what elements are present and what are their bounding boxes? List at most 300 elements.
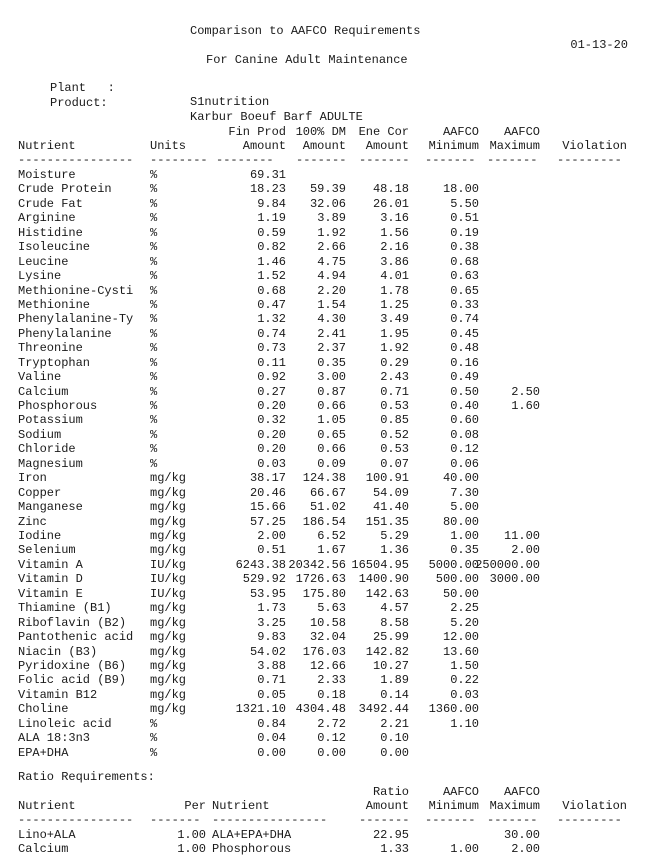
cell-ene-cor: 2.21 <box>380 717 409 731</box>
cell-aafco-min: 12.00 <box>442 630 479 644</box>
cell-nutrient: Magnesium <box>18 457 83 471</box>
cell-nutrient: Histidine <box>18 226 83 240</box>
cell-aafco-min: 80.00 <box>442 515 479 529</box>
cell-units: % <box>150 269 158 283</box>
cell-aafco-max: 3000.00 <box>489 572 540 586</box>
table-row <box>0 284 650 298</box>
cell-dm: 20342.56 <box>288 558 346 572</box>
ratio-header-aafco-max: AAFCO <box>503 785 540 799</box>
cell-aafco-min: 18.00 <box>442 182 479 196</box>
cell-units: mg/kg <box>150 645 187 659</box>
cell-dm: 0.09 <box>317 457 346 471</box>
ratio-header-rule: ------- <box>359 813 410 827</box>
cell-fin-prod: 0.92 <box>257 370 286 384</box>
cell-nutrient: Choline <box>18 702 69 716</box>
cell-fin-prod: 1.73 <box>257 601 286 615</box>
cell-dm: 0.87 <box>317 385 346 399</box>
cell-nutrient: Sodium <box>18 428 62 442</box>
cell-nutrient: Crude Fat <box>18 197 83 211</box>
cell-ene-cor: 3.16 <box>380 211 409 225</box>
cell-fin-prod: 0.20 <box>257 428 286 442</box>
ratio-header-per: Per <box>184 799 206 813</box>
table-row <box>0 312 650 326</box>
table-row <box>0 673 650 687</box>
table-row <box>0 688 650 702</box>
cell-dm: 0.65 <box>317 428 346 442</box>
header-aafco-min: AAFCO <box>442 125 479 139</box>
cell-units: mg/kg <box>150 659 187 673</box>
cell-fin-prod: 0.51 <box>257 543 286 557</box>
cell-ene-cor: 1.78 <box>380 284 409 298</box>
cell-ene-cor: 151.35 <box>365 515 409 529</box>
cell-dm: 0.66 <box>317 399 346 413</box>
cell-aafco-min: 2.25 <box>450 601 479 615</box>
header-aafco-min: Minimum <box>428 139 479 153</box>
ratio-title: Ratio Requirements: <box>18 770 155 784</box>
cell-units: mg/kg <box>150 630 187 644</box>
ratio-header-ratio-amount: Ratio <box>372 785 409 799</box>
cell-units: % <box>150 717 158 731</box>
cell-units: IU/kg <box>150 587 187 601</box>
cell-aafco-min: 0.16 <box>450 356 479 370</box>
cell-fin-prod: 15.66 <box>249 500 286 514</box>
cell-dm: 0.66 <box>317 442 346 456</box>
cell-aafco-min: 0.12 <box>450 442 479 456</box>
table-row <box>0 702 650 716</box>
nutrient-header-top <box>0 125 650 139</box>
header-aafco-max: AAFCO <box>503 125 540 139</box>
cell-aafco-min: 0.60 <box>450 413 479 427</box>
cell-aafco-min: 0.65 <box>450 284 479 298</box>
cell-fin-prod: 1.46 <box>257 255 286 269</box>
cell-units: IU/kg <box>150 558 187 572</box>
ratio-header-aafco-min: Minimum <box>428 799 479 813</box>
table-row <box>0 197 650 211</box>
cell-ene-cor: 0.07 <box>380 457 409 471</box>
cell-ene-cor: 3.49 <box>380 312 409 326</box>
cell-dm: 1.67 <box>317 543 346 557</box>
cell-aafco-min: 0.33 <box>450 298 479 312</box>
cell-units: mg/kg <box>150 616 187 630</box>
table-row <box>0 717 650 731</box>
cell-nutrient: Selenium <box>18 543 76 557</box>
cell-aafco-min: 5.50 <box>450 197 479 211</box>
cell-ene-cor: 26.01 <box>372 197 409 211</box>
cell-dm: 2.33 <box>317 673 346 687</box>
cell-nutrient: Threonine <box>18 341 83 355</box>
table-row <box>0 457 650 471</box>
table-row <box>0 746 650 760</box>
table-row <box>0 486 650 500</box>
table-row <box>0 269 650 283</box>
cell-fin-prod: 69.31 <box>249 168 286 182</box>
report-subtitle: For Canine Adult Maintenance <box>206 53 408 67</box>
table-row <box>0 385 650 399</box>
cell-ene-cor: 3.86 <box>380 255 409 269</box>
header-rule: ------- <box>487 153 538 167</box>
header-dm: 100% DM <box>295 125 346 139</box>
cell-units: % <box>150 746 158 760</box>
cell-dm: 1.92 <box>317 226 346 240</box>
cell-fin-prod: 0.32 <box>257 413 286 427</box>
ratio-header-nutrient-2: Nutrient <box>212 799 270 813</box>
cell-units: % <box>150 312 158 326</box>
header-rule: ------- <box>359 153 410 167</box>
table-row <box>0 601 650 615</box>
cell-nutrient: Phosphorous <box>18 399 98 413</box>
cell-nutrient: Isoleucine <box>18 240 91 254</box>
cell-ene-cor: 1.25 <box>380 298 409 312</box>
header-rule: ------- <box>296 153 347 167</box>
cell-units: mg/kg <box>150 515 187 529</box>
cell-nutrient: Potassium <box>18 413 83 427</box>
cell-fin-prod: 0.71 <box>257 673 286 687</box>
cell-aafco-min: 1.50 <box>450 659 479 673</box>
table-row <box>0 659 650 673</box>
cell-dm: 1.05 <box>317 413 346 427</box>
cell-fin-prod: 0.00 <box>257 746 286 760</box>
cell-aafco-min: 0.74 <box>450 312 479 326</box>
cell-fin-prod: 0.27 <box>257 385 286 399</box>
cell-units: % <box>150 284 158 298</box>
table-row <box>0 356 650 370</box>
cell-nutrient: Linoleic acid <box>18 717 112 731</box>
cell-nutrient: Thiamine (B1) <box>18 601 112 615</box>
cell-fin-prod: 0.84 <box>257 717 286 731</box>
cell-ene-cor: 0.10 <box>380 731 409 745</box>
cell-aafco-min: 13.60 <box>442 645 479 659</box>
cell-ene-cor: 1.95 <box>380 327 409 341</box>
cell-ene-cor: 0.14 <box>380 688 409 702</box>
cell-aafco-min: 40.00 <box>442 471 479 485</box>
cell-dm: 176.03 <box>302 645 346 659</box>
ratio-header-nutrient: Nutrient <box>18 799 76 813</box>
cell-fin-prod: 1321.10 <box>235 702 286 716</box>
cell-ene-cor: 0.00 <box>380 746 409 760</box>
header-nutrient: Nutrient <box>18 139 76 153</box>
cell-aafco-max: 1.60 <box>511 399 540 413</box>
cell-dm: 10.58 <box>309 616 346 630</box>
ratio-header-rule: ------- <box>425 813 476 827</box>
cell-units: mg/kg <box>150 486 187 500</box>
cell-dm: 3.00 <box>317 370 346 384</box>
table-row <box>0 731 650 745</box>
ratio-header-rule: --------- <box>557 813 622 827</box>
cell-ene-cor: 142.82 <box>365 645 409 659</box>
cell-dm: 124.38 <box>302 471 346 485</box>
cell-aafco-min: 0.38 <box>450 240 479 254</box>
cell-nutrient: Valine <box>18 370 62 384</box>
cell-dm: 1726.63 <box>295 572 346 586</box>
cell-ene-cor: 4.57 <box>380 601 409 615</box>
cell-fin-prod: 0.47 <box>257 298 286 312</box>
cell-nutrient: Vitamin A <box>18 558 83 572</box>
cell-fin-prod: 0.73 <box>257 341 286 355</box>
cell-units: % <box>150 399 158 413</box>
table-row <box>0 168 650 182</box>
ratio-cell-nutrient: Lino+ALA <box>18 828 76 842</box>
cell-ene-cor: 3492.44 <box>358 702 409 716</box>
table-row <box>0 587 650 601</box>
header-ene-cor: Ene Cor <box>358 125 409 139</box>
cell-units: % <box>150 327 158 341</box>
cell-ene-cor: 1.92 <box>380 341 409 355</box>
cell-fin-prod: 3.25 <box>257 616 286 630</box>
cell-ene-cor: 0.71 <box>380 385 409 399</box>
ratio-cell-ratio-amount: 22.95 <box>372 828 409 842</box>
ratio-header-rule <box>0 813 650 827</box>
cell-fin-prod: 0.68 <box>257 284 286 298</box>
cell-ene-cor: 1.56 <box>380 226 409 240</box>
cell-aafco-min: 0.45 <box>450 327 479 341</box>
cell-fin-prod: 529.92 <box>242 572 286 586</box>
cell-nutrient: Vitamin D <box>18 572 83 586</box>
cell-units: mg/kg <box>150 471 187 485</box>
cell-nutrient: Pyridoxine (B6) <box>18 659 127 673</box>
cell-dm: 59.39 <box>309 182 346 196</box>
ratio-cell-aafco-min: 1.00 <box>450 842 479 856</box>
cell-ene-cor: 16504.95 <box>351 558 409 572</box>
cell-units: % <box>150 182 158 196</box>
cell-aafco-min: 0.03 <box>450 688 479 702</box>
table-row <box>0 298 650 312</box>
cell-units: % <box>150 428 158 442</box>
cell-nutrient: Phenylalanine-Ty <box>18 312 134 326</box>
cell-aafco-min: 0.22 <box>450 673 479 687</box>
cell-aafco-max: 2.50 <box>511 385 540 399</box>
cell-dm: 2.37 <box>317 341 346 355</box>
ratio-header-bottom <box>0 799 650 813</box>
header-violation: Violation <box>562 139 627 153</box>
cell-dm: 4.75 <box>317 255 346 269</box>
table-row <box>0 240 650 254</box>
header-rule: --------- <box>557 153 622 167</box>
ratio-row <box>0 828 650 842</box>
cell-nutrient: EPA+DHA <box>18 746 69 760</box>
cell-aafco-min: 0.08 <box>450 428 479 442</box>
ratio-cell-ratio-amount: 1.33 <box>380 842 409 856</box>
cell-units: % <box>150 298 158 312</box>
cell-fin-prod: 1.52 <box>257 269 286 283</box>
cell-aafco-min: 5.20 <box>450 616 479 630</box>
cell-fin-prod: 0.03 <box>257 457 286 471</box>
report-title: Comparison to AAFCO Requirements <box>190 24 421 38</box>
cell-nutrient: Moisture <box>18 168 76 182</box>
cell-units: % <box>150 442 158 456</box>
cell-ene-cor: 25.99 <box>372 630 409 644</box>
cell-aafco-min: 0.51 <box>450 211 479 225</box>
ratio-header-rule: ---------------- <box>212 813 328 827</box>
table-row <box>0 630 650 644</box>
header-dm: Amount <box>302 139 346 153</box>
cell-dm: 2.72 <box>317 717 346 731</box>
cell-aafco-min: 1360.00 <box>428 702 479 716</box>
cell-fin-prod: 0.20 <box>257 399 286 413</box>
cell-ene-cor: 0.52 <box>380 428 409 442</box>
report-subtitle-line <box>0 39 650 67</box>
cell-dm: 4.30 <box>317 312 346 326</box>
cell-nutrient: Lysine <box>18 269 62 283</box>
table-row <box>0 428 650 442</box>
cell-ene-cor: 0.85 <box>380 413 409 427</box>
cell-nutrient: Methionine-Cysti <box>18 284 134 298</box>
ratio-cell-aafco-max: 30.00 <box>503 828 540 842</box>
cell-fin-prod: 0.59 <box>257 226 286 240</box>
cell-fin-prod: 6243.38 <box>235 558 286 572</box>
cell-nutrient: Chloride <box>18 442 76 456</box>
cell-units: % <box>150 341 158 355</box>
cell-aafco-min: 0.06 <box>450 457 479 471</box>
table-row <box>0 558 650 572</box>
cell-ene-cor: 0.53 <box>380 442 409 456</box>
cell-fin-prod: 0.11 <box>257 356 286 370</box>
cell-ene-cor: 8.58 <box>380 616 409 630</box>
cell-nutrient: Riboflavin (B2) <box>18 616 127 630</box>
cell-dm: 6.52 <box>317 529 346 543</box>
cell-nutrient: Vitamin B12 <box>18 688 98 702</box>
cell-fin-prod: 18.23 <box>249 182 286 196</box>
cell-nutrient: Tryptophan <box>18 356 91 370</box>
cell-ene-cor: 4.01 <box>380 269 409 283</box>
cell-dm: 0.35 <box>317 356 346 370</box>
cell-dm: 2.20 <box>317 284 346 298</box>
cell-fin-prod: 0.20 <box>257 442 286 456</box>
header-aafco-max: Maximum <box>489 139 540 153</box>
cell-ene-cor: 1.36 <box>380 543 409 557</box>
cell-ene-cor: 2.43 <box>380 370 409 384</box>
cell-units: % <box>150 731 158 745</box>
cell-units: % <box>150 168 158 182</box>
cell-units: mg/kg <box>150 601 187 615</box>
cell-dm: 4.94 <box>317 269 346 283</box>
cell-fin-prod: 1.32 <box>257 312 286 326</box>
cell-units: % <box>150 370 158 384</box>
report-date: 01-13-20 <box>570 38 628 52</box>
cell-nutrient: Calcium <box>18 385 69 399</box>
cell-ene-cor: 100.91 <box>365 471 409 485</box>
ratio-header-violation: Violation <box>562 799 627 813</box>
table-row <box>0 341 650 355</box>
cell-nutrient: Niacin (B3) <box>18 645 98 659</box>
nutrient-header-bottom <box>0 139 650 153</box>
cell-dm: 2.41 <box>317 327 346 341</box>
ratio-row <box>0 842 650 856</box>
table-row <box>0 255 650 269</box>
ratio-cell-aafco-max: 2.00 <box>511 842 540 856</box>
cell-dm: 66.67 <box>309 486 346 500</box>
header-rule: ---------------- <box>18 153 134 167</box>
cell-fin-prod: 0.05 <box>257 688 286 702</box>
cell-units: % <box>150 385 158 399</box>
ratio-cell-nutrient: Calcium <box>18 842 69 856</box>
cell-nutrient: Zinc <box>18 515 47 529</box>
cell-ene-cor: 2.16 <box>380 240 409 254</box>
ratio-header-rule: ------- <box>150 813 201 827</box>
cell-nutrient: Leucine <box>18 255 69 269</box>
cell-fin-prod: 3.88 <box>257 659 286 673</box>
cell-dm: 0.12 <box>317 731 346 745</box>
header-fin-prod: Amount <box>242 139 286 153</box>
cell-fin-prod: 0.82 <box>257 240 286 254</box>
cell-fin-prod: 0.04 <box>257 731 286 745</box>
cell-aafco-min: 500.00 <box>435 572 479 586</box>
cell-units: IU/kg <box>150 572 187 586</box>
cell-units: % <box>150 255 158 269</box>
cell-aafco-min: 0.50 <box>450 385 479 399</box>
cell-ene-cor: 142.63 <box>365 587 409 601</box>
cell-aafco-min: 7.30 <box>450 486 479 500</box>
plant-value: S1nutrition <box>190 95 270 109</box>
cell-ene-cor: 10.27 <box>372 659 409 673</box>
table-row <box>0 572 650 586</box>
cell-units: % <box>150 226 158 240</box>
table-row <box>0 370 650 384</box>
cell-ene-cor: 1400.90 <box>358 572 409 586</box>
cell-fin-prod: 9.83 <box>257 630 286 644</box>
product-label: Product: <box>50 96 108 110</box>
header-rule: ------- <box>425 153 476 167</box>
cell-ene-cor: 0.53 <box>380 399 409 413</box>
ratio-header-ratio-amount: Amount <box>365 799 409 813</box>
cell-aafco-min: 1.10 <box>450 717 479 731</box>
cell-ene-cor: 48.18 <box>372 182 409 196</box>
ratio-header-aafco-min: AAFCO <box>442 785 479 799</box>
cell-units: mg/kg <box>150 688 187 702</box>
cell-nutrient: Manganese <box>18 500 83 514</box>
cell-aafco-min: 1.00 <box>450 529 479 543</box>
cell-units: % <box>150 457 158 471</box>
cell-aafco-min: 0.35 <box>450 543 479 557</box>
header-ene-cor: Amount <box>365 139 409 153</box>
nutrient-header-rule <box>0 153 650 167</box>
cell-dm: 32.04 <box>309 630 346 644</box>
cell-aafco-min: 50.00 <box>442 587 479 601</box>
cell-units: mg/kg <box>150 543 187 557</box>
table-row <box>0 327 650 341</box>
header-rule: -------- <box>216 153 274 167</box>
table-row <box>0 399 650 413</box>
table-row <box>0 645 650 659</box>
cell-dm: 12.66 <box>309 659 346 673</box>
cell-units: mg/kg <box>150 529 187 543</box>
cell-fin-prod: 2.00 <box>257 529 286 543</box>
cell-aafco-min: 5000.00 <box>428 558 479 572</box>
cell-nutrient: Iron <box>18 471 47 485</box>
table-row <box>0 471 650 485</box>
cell-dm: 175.80 <box>302 587 346 601</box>
ratio-cell-per: 1.00 <box>177 828 206 842</box>
cell-aafco-max: 2.00 <box>511 543 540 557</box>
product-value: Karbur Boeuf Barf ADULTE <box>190 110 363 124</box>
cell-fin-prod: 1.19 <box>257 211 286 225</box>
table-row <box>0 413 650 427</box>
cell-nutrient: Methionine <box>18 298 91 312</box>
header-fin-prod: Fin Prod <box>228 125 286 139</box>
cell-aafco-min: 0.19 <box>450 226 479 240</box>
cell-dm: 32.06 <box>309 197 346 211</box>
cell-ene-cor: 54.09 <box>372 486 409 500</box>
cell-dm: 1.54 <box>317 298 346 312</box>
report-title-line <box>0 10 650 52</box>
cell-fin-prod: 53.95 <box>249 587 286 601</box>
ratio-cell-per: 1.00 <box>177 842 206 856</box>
ratio-header-rule: ------- <box>487 813 538 827</box>
cell-fin-prod: 9.84 <box>257 197 286 211</box>
cell-dm: 186.54 <box>302 515 346 529</box>
cell-nutrient: ALA 18:3n3 <box>18 731 91 745</box>
cell-nutrient: Arginine <box>18 211 76 225</box>
table-row <box>0 500 650 514</box>
